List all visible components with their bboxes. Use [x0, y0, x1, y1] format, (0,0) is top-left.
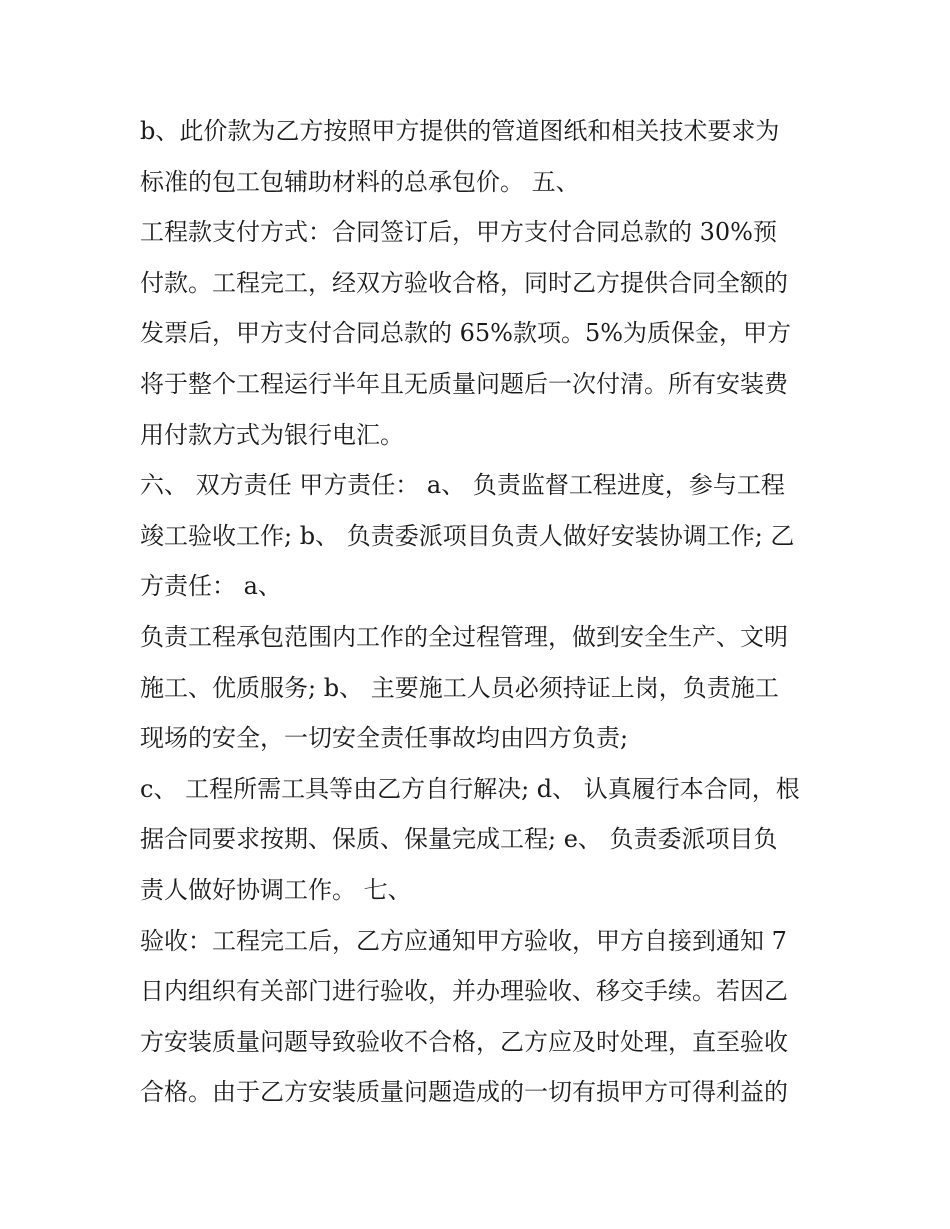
text-line: b、此价款为乙方按照甲方提供的管道图纸和相关技术要求为: [140, 117, 780, 145]
text-line: 现场的安全，一切安全责任事故均由四方负责;: [140, 724, 629, 753]
text-line: 合格。由于乙方安装质量问题造成的一切有损甲方可得利益的: [140, 1078, 788, 1107]
text-line: 将于整个工程运行半年且无质量问题后一次付清。所有安装费: [140, 369, 788, 398]
text-line: c、 工程所需工具等由乙方自行解决; d、 认真履行本合同，根: [140, 774, 800, 803]
text-line: 方责任： a、: [140, 572, 282, 601]
text-line: 负责工程承包范围内工作的全过程管理，做到安全生产、文明: [140, 622, 788, 651]
text-line: 标准的包工包辅助材料的总承包价。 五、: [140, 167, 580, 196]
text-line: 日内组织有关部门进行验收，并办理验收、移交手续。若因乙: [140, 977, 788, 1006]
text-line: 施工、优质服务; b、 主要施工人员必须持证上岗，负责施工: [140, 673, 779, 702]
text-line: 责人做好协调工作。 七、: [140, 875, 412, 904]
document-body: [140, 106, 820, 1118]
text-line: 竣工验收工作; b、 负责委派项目负责人做好安装协调工作; 乙: [140, 521, 795, 550]
text-line: 用付款方式为银行电汇。: [140, 420, 404, 449]
text-line: 付款。工程完工，经双方验收合格，同时乙方提供合同全额的: [140, 268, 788, 297]
text-line: 发票后，甲方支付合同总款的 65%款项。5%为质保金，甲方: [140, 319, 792, 348]
text-line: 六、 双方责任 甲方责任： a、 负责监督工程进度，参与工程: [140, 471, 785, 500]
text-line: 据合同要求按期、保质、保量完成工程; e、 负责委派项目负: [140, 825, 778, 854]
text-line: 验收：工程完工后，乙方应通知甲方验收，甲方自接到通知 7: [140, 926, 787, 955]
text-line: 方安装质量问题导致验收不合格，乙方应及时处理，直至验收: [140, 1027, 788, 1056]
text-line: 工程款支付方式：合同签订后，甲方支付合同总款的 30%预: [140, 218, 777, 247]
